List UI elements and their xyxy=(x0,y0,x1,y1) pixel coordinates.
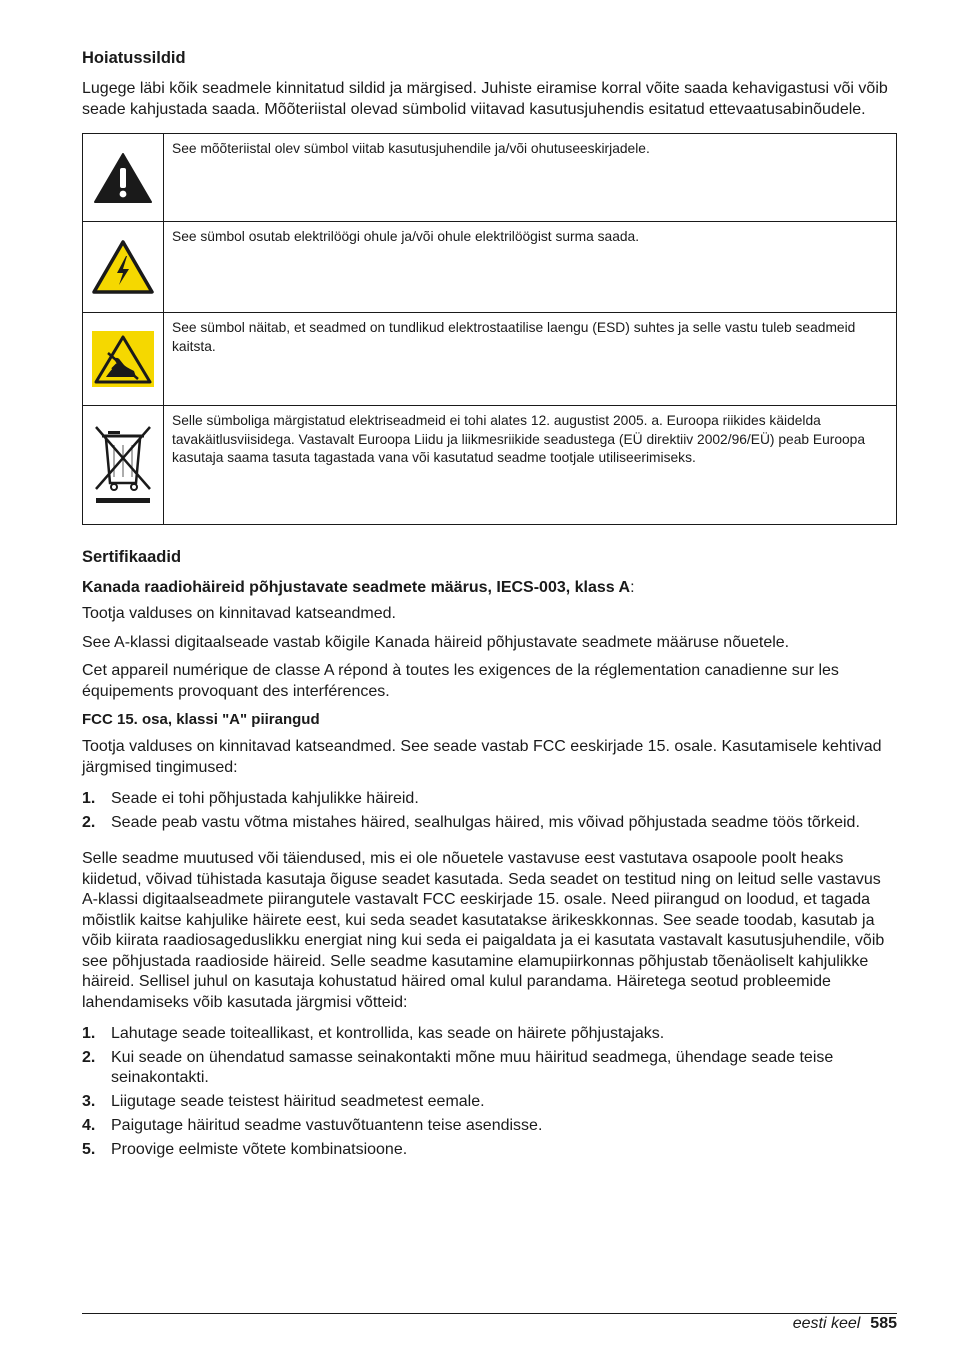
warnings-intro: Lugege läbi kõik seadmele kinnitatud sildid ja märgised. Juhiste eiramise korral võite saada kehavigastusi või võib seade kahjustada saada. Mõõteriistal olevad sümbolid viitavad kasutusjuhendis esitatud ettevaatusabinõudele. xyxy=(82,80,888,118)
warning-labels-table xyxy=(82,133,897,525)
fcc-intro: Tootja valduses on kinnitavad katseandmed. See seade vastab FCC eeskirjade 15. osale. Kasutamisele kehtivad järgmised tingimused: xyxy=(82,738,882,776)
table-row xyxy=(83,313,897,406)
fcc-conditions-list xyxy=(82,789,897,833)
table-row xyxy=(83,222,897,313)
weee-crossed-bin-icon xyxy=(90,423,156,507)
canada-paragraph: See A-klassi digitaalseade vastab kõigile Kanada häireid põhjustavate seadmete määruse nõuetele. xyxy=(82,633,790,651)
list-item: 4. Paigutage häiritud seadme vastuvõtuantenn teise asendisse. xyxy=(82,1117,543,1134)
table-row xyxy=(83,134,897,222)
canada-paragraph: Tootja valduses on kinnitavad katseandmed. xyxy=(82,605,396,622)
document-page xyxy=(82,48,897,1160)
list-item: 5. Proovige eelmiste võtete kombinatsioone. xyxy=(82,1141,408,1158)
list-item: 1. Lahutage seade toiteallikast, et kontrollida, kas seade on häirete põhjustajaks. xyxy=(82,1025,665,1042)
electric-shock-icon xyxy=(91,239,155,295)
list-item: 1. Seade ei tohi põhjustada kahjulikke häireid. xyxy=(82,790,419,807)
warning-text: See sümbol osutab elektrilöögi ohule ja/või ohule elektrilöögist surma saada. xyxy=(164,222,897,313)
warning-triangle-icon xyxy=(93,152,153,204)
list-item: 2. Kui seade on ühendatud samasse seinakontakti mõne muu häiritud seadmega, ühendage seade teise seinakontakti. xyxy=(82,1049,834,1086)
canada-regulation-title: Kanada raadiohäireid põhjustavate seadmete määrus, IECS-003, klass A: xyxy=(82,579,635,596)
table-row xyxy=(83,406,897,525)
fcc-body: Selle seadme muutused või täiendused, mis ei ole nõuetele vastavuse eest vastutava osapoole poolt heaks kiidetud, võivad tühistada kasutaja õiguse seadet kasutada. Seda seadet on testitud ning on leitud selle vastavus A-klassi digitaalseadmete piirangutele vastavalt FCC eeskirjade 15. osale. Need piirangud on loodud, et tagada mõistlik kaitse kahjulike häirete eest, kui seda seadet kasutatakse ärikeskkonnas. See seade toodab, kasutab ja võib kiirata raadiosageduslikku energiat ning kui seda ei paigaldata ja ei kasutata vastavalt kasutusjuhendile, võib see põhjustada raadioside häireid. Selle seadme kasutamine elamupiirkonnas põhjustab tõenäoliselt kahjulikke häireid. Sellisel juhul on kasutaja kohustatud häired omal kulul parandama. Häiretega seotud probleemide lahendamiseks võib kasutada järgmisi võtteid: xyxy=(82,850,885,1011)
warning-text: See mõõteriistal olev sümbol viitab kasutusjuhendile ja/või ohutuseeskirjadele. xyxy=(164,134,897,222)
canada-paragraph-french: Cet appareil numérique de classe A répond à toutes les exigences de la réglementation canadienne sur les équipements provoquant des interférences. xyxy=(82,662,839,700)
page-number: 585 xyxy=(870,1315,897,1332)
list-item: 2. Seade peab vastu võtma mistahes häired, sealhulgas häired, mis võivad põhjustada seadme töös tõrkeid. xyxy=(82,814,860,831)
esd-icon xyxy=(92,331,154,387)
warning-text: Selle sümboliga märgistatud elektriseadmeid ei tohi alates 12. augustist 2005. a. Euroopa riikides käidelda tavakäitlusviisidega. Vastavalt Euroopa Liidu ja liikmesriikide seadustega (EÜ direktiiv 2002/96/EÜ) peab Euroopa kasutaja saama tasuta tagastada vana või kasutatud seadme tootjale utiliseerimiseks. xyxy=(164,406,897,525)
section-heading-warnings: Hoiatussildid xyxy=(82,49,186,67)
footer-language: eesti keel xyxy=(792,1315,861,1332)
warning-text: See sümbol näitab, et seadmed on tundlikud elektrostaatilise laengu (ESD) suhtes ja selle vastu tuleb seadmeid kaitsta. xyxy=(164,313,897,406)
page-footer xyxy=(82,1313,897,1332)
fcc-title: FCC 15. osa, klassi "A" piirangud xyxy=(82,711,320,728)
section-heading-certificates: Sertifikaadid xyxy=(82,548,182,566)
list-item: 3. Liigutage seade teistest häiritud seadmetest eemale. xyxy=(82,1093,485,1110)
fcc-steps-list xyxy=(82,1024,897,1160)
